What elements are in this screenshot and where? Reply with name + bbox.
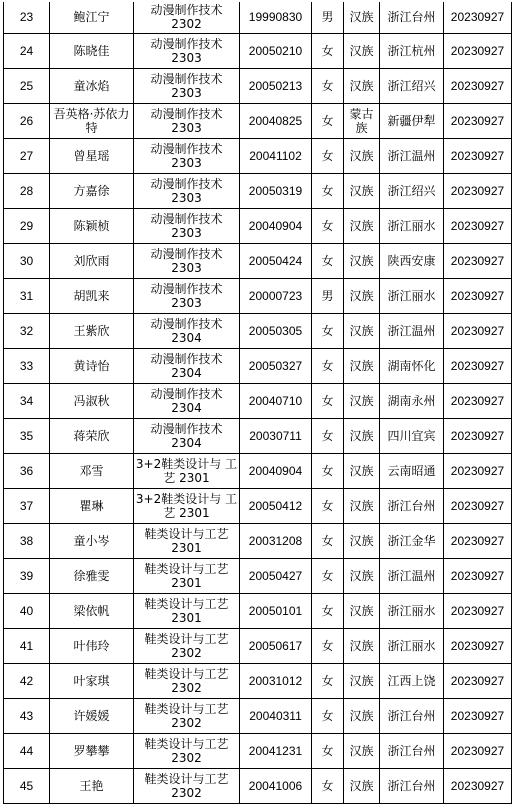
page-top-edge <box>0 0 514 2</box>
ethnicity-cell: 汉族 <box>344 699 380 734</box>
table-row <box>4 629 512 664</box>
student-name-cell: 陈晓佳 <box>50 34 134 69</box>
student-name-cell: 蒋荣欣 <box>50 419 134 454</box>
registration-date-cell: 20230927 <box>444 769 512 804</box>
row-number-cell: 33 <box>4 349 50 384</box>
gender-cell: 女 <box>312 734 344 769</box>
origin-place-cell: 湖南永州 <box>380 384 444 419</box>
registration-date-cell: 20230927 <box>444 69 512 104</box>
gender-cell: 女 <box>312 594 344 629</box>
student-name-cell: 徐雅雯 <box>50 559 134 594</box>
origin-place-cell: 浙江丽水 <box>380 629 444 664</box>
table-row <box>4 594 512 629</box>
table-row <box>4 279 512 314</box>
class-name-cell: 动漫制作技术 2302 <box>134 1 240 34</box>
origin-place-cell: 浙江台州 <box>380 769 444 804</box>
gender-cell: 女 <box>312 314 344 349</box>
registration-date-cell: 20230927 <box>444 244 512 279</box>
birth-date-cell: 20030711 <box>240 419 312 454</box>
origin-place-cell: 湖南怀化 <box>380 349 444 384</box>
registration-date-cell: 20230927 <box>444 1 512 34</box>
table-row <box>4 34 512 69</box>
origin-place-cell: 浙江台州 <box>380 1 444 34</box>
origin-place-cell: 云南昭通 <box>380 454 444 489</box>
row-number-cell: 32 <box>4 314 50 349</box>
class-name-cell: 动漫制作技术 2304 <box>134 314 240 349</box>
registration-date-cell: 20230927 <box>444 664 512 699</box>
birth-date-cell: 20041006 <box>240 769 312 804</box>
gender-cell: 女 <box>312 104 344 139</box>
birth-date-cell: 20040311 <box>240 699 312 734</box>
registration-date-cell: 20230927 <box>444 34 512 69</box>
origin-place-cell: 浙江温州 <box>380 559 444 594</box>
origin-place-cell: 浙江丽水 <box>380 209 444 244</box>
registration-date-cell: 20230927 <box>444 524 512 559</box>
gender-cell: 女 <box>312 454 344 489</box>
table-row <box>4 559 512 594</box>
ethnicity-cell: 汉族 <box>344 139 380 174</box>
table-row <box>4 174 512 209</box>
registration-date-cell: 20230927 <box>444 699 512 734</box>
birth-date-cell: 20050210 <box>240 34 312 69</box>
registration-date-cell: 20230927 <box>444 279 512 314</box>
table-row <box>4 69 512 104</box>
student-name-cell: 梁依帆 <box>50 594 134 629</box>
gender-cell: 女 <box>312 769 344 804</box>
registration-date-cell: 20230927 <box>444 629 512 664</box>
class-name-cell: 动漫制作技术 2303 <box>134 34 240 69</box>
row-number-cell: 29 <box>4 209 50 244</box>
student-name-cell: 方嘉徐 <box>50 174 134 209</box>
row-number-cell: 28 <box>4 174 50 209</box>
table-row <box>4 209 512 244</box>
student-name-cell: 许媛媛 <box>50 699 134 734</box>
row-number-cell: 26 <box>4 104 50 139</box>
registration-date-cell: 20230927 <box>444 314 512 349</box>
ethnicity-cell: 汉族 <box>344 664 380 699</box>
gender-cell: 女 <box>312 349 344 384</box>
row-number-cell: 42 <box>4 664 50 699</box>
class-name-cell: 动漫制作技术 2303 <box>134 209 240 244</box>
ethnicity-cell: 汉族 <box>344 559 380 594</box>
registration-date-cell: 20230927 <box>444 454 512 489</box>
registration-date-cell: 20230927 <box>444 209 512 244</box>
row-number-cell: 44 <box>4 734 50 769</box>
table-row <box>4 384 512 419</box>
student-name-cell: 曾星瑶 <box>50 139 134 174</box>
origin-place-cell: 浙江温州 <box>380 139 444 174</box>
ethnicity-cell: 汉族 <box>344 244 380 279</box>
birth-date-cell: 20040710 <box>240 384 312 419</box>
row-number-cell: 30 <box>4 244 50 279</box>
class-name-cell: 3+2鞋类设计与 工艺 2301 <box>134 454 240 489</box>
ethnicity-cell: 汉族 <box>344 629 380 664</box>
row-number-cell: 34 <box>4 384 50 419</box>
student-name-cell: 邓雪 <box>50 454 134 489</box>
student-name-cell: 叶家琪 <box>50 664 134 699</box>
row-number-cell: 35 <box>4 419 50 454</box>
student-name-cell: 叶伟玲 <box>50 629 134 664</box>
student-name-cell: 黄诗怡 <box>50 349 134 384</box>
origin-place-cell: 浙江台州 <box>380 699 444 734</box>
registration-date-cell: 20230927 <box>444 419 512 454</box>
birth-date-cell: 19990830 <box>240 1 312 34</box>
student-roster-table <box>3 0 512 804</box>
class-name-cell: 动漫制作技术 2303 <box>134 139 240 174</box>
origin-place-cell: 浙江绍兴 <box>380 174 444 209</box>
birth-date-cell: 20050427 <box>240 559 312 594</box>
row-number-cell: 37 <box>4 489 50 524</box>
birth-date-cell: 20031012 <box>240 664 312 699</box>
origin-place-cell: 浙江丽水 <box>380 279 444 314</box>
birth-date-cell: 20040825 <box>240 104 312 139</box>
student-name-cell: 王紫欣 <box>50 314 134 349</box>
row-number-cell: 31 <box>4 279 50 314</box>
class-name-cell: 3+2鞋类设计与 工艺 2301 <box>134 489 240 524</box>
gender-cell: 女 <box>312 664 344 699</box>
table-row <box>4 769 512 804</box>
row-number-cell: 38 <box>4 524 50 559</box>
class-name-cell: 动漫制作技术 2303 <box>134 244 240 279</box>
origin-place-cell: 陕西安康 <box>380 244 444 279</box>
class-name-cell: 鞋类设计与工艺 2302 <box>134 629 240 664</box>
class-name-cell: 鞋类设计与工艺 2301 <box>134 559 240 594</box>
registration-date-cell: 20230927 <box>444 174 512 209</box>
origin-place-cell: 浙江丽水 <box>380 594 444 629</box>
origin-place-cell: 江西上饶 <box>380 664 444 699</box>
roster-body <box>4 1 512 804</box>
gender-cell: 女 <box>312 489 344 524</box>
registration-date-cell: 20230927 <box>444 734 512 769</box>
table-row <box>4 454 512 489</box>
class-name-cell: 动漫制作技术 2304 <box>134 419 240 454</box>
student-name-cell: 鲍江宁 <box>50 1 134 34</box>
class-name-cell: 动漫制作技术 2303 <box>134 104 240 139</box>
student-name-cell: 胡凯来 <box>50 279 134 314</box>
gender-cell: 女 <box>312 244 344 279</box>
table-row <box>4 419 512 454</box>
birth-date-cell: 20041102 <box>240 139 312 174</box>
row-number-cell: 40 <box>4 594 50 629</box>
ethnicity-cell: 汉族 <box>344 489 380 524</box>
class-name-cell: 动漫制作技术 2303 <box>134 174 240 209</box>
class-name-cell: 鞋类设计与工艺 2302 <box>134 734 240 769</box>
registration-date-cell: 20230927 <box>444 489 512 524</box>
class-name-cell: 鞋类设计与工艺 2301 <box>134 524 240 559</box>
birth-date-cell: 20050305 <box>240 314 312 349</box>
class-name-cell: 动漫制作技术 2304 <box>134 384 240 419</box>
birth-date-cell: 20050617 <box>240 629 312 664</box>
table-row <box>4 489 512 524</box>
ethnicity-cell: 汉族 <box>344 594 380 629</box>
student-name-cell: 童冰焰 <box>50 69 134 104</box>
ethnicity-cell: 汉族 <box>344 1 380 34</box>
birth-date-cell: 20050412 <box>240 489 312 524</box>
class-name-cell: 动漫制作技术 2303 <box>134 69 240 104</box>
table-row <box>4 244 512 279</box>
table-row <box>4 664 512 699</box>
gender-cell: 女 <box>312 419 344 454</box>
table-row <box>4 699 512 734</box>
row-number-cell: 27 <box>4 139 50 174</box>
ethnicity-cell: 汉族 <box>344 314 380 349</box>
row-number-cell: 41 <box>4 629 50 664</box>
origin-place-cell: 浙江台州 <box>380 489 444 524</box>
gender-cell: 女 <box>312 524 344 559</box>
table-row <box>4 734 512 769</box>
class-name-cell: 动漫制作技术 2304 <box>134 349 240 384</box>
student-name-cell: 童小岑 <box>50 524 134 559</box>
ethnicity-cell: 汉族 <box>344 69 380 104</box>
gender-cell: 女 <box>312 699 344 734</box>
gender-cell: 女 <box>312 384 344 419</box>
registration-date-cell: 20230927 <box>444 594 512 629</box>
gender-cell: 女 <box>312 69 344 104</box>
origin-place-cell: 浙江金华 <box>380 524 444 559</box>
origin-place-cell: 浙江台州 <box>380 734 444 769</box>
birth-date-cell: 20031208 <box>240 524 312 559</box>
ethnicity-cell: 汉族 <box>344 209 380 244</box>
registration-date-cell: 20230927 <box>444 559 512 594</box>
birth-date-cell: 20050424 <box>240 244 312 279</box>
birth-date-cell: 20050327 <box>240 349 312 384</box>
ethnicity-cell: 汉族 <box>344 524 380 559</box>
class-name-cell: 鞋类设计与工艺 2302 <box>134 699 240 734</box>
birth-date-cell: 20041231 <box>240 734 312 769</box>
ethnicity-cell: 汉族 <box>344 279 380 314</box>
student-name-cell: 瞿琳 <box>50 489 134 524</box>
ethnicity-cell: 汉族 <box>344 174 380 209</box>
birth-date-cell: 20050213 <box>240 69 312 104</box>
table-row <box>4 1 512 34</box>
origin-place-cell: 新疆伊犁 <box>380 104 444 139</box>
origin-place-cell: 浙江温州 <box>380 314 444 349</box>
gender-cell: 女 <box>312 34 344 69</box>
registration-date-cell: 20230927 <box>444 384 512 419</box>
row-number-cell: 23 <box>4 1 50 34</box>
origin-place-cell: 四川宜宾 <box>380 419 444 454</box>
ethnicity-cell: 汉族 <box>344 34 380 69</box>
table-row <box>4 314 512 349</box>
row-number-cell: 25 <box>4 69 50 104</box>
table-row <box>4 104 512 139</box>
row-number-cell: 43 <box>4 699 50 734</box>
student-name-cell: 罗攀攀 <box>50 734 134 769</box>
class-name-cell: 鞋类设计与工艺 2301 <box>134 594 240 629</box>
table-row <box>4 349 512 384</box>
gender-cell: 女 <box>312 629 344 664</box>
birth-date-cell: 20050101 <box>240 594 312 629</box>
student-name-cell: 刘欣雨 <box>50 244 134 279</box>
student-name-cell: 冯淑秋 <box>50 384 134 419</box>
registration-date-cell: 20230927 <box>444 349 512 384</box>
row-number-cell: 45 <box>4 769 50 804</box>
student-name-cell: 吾英格·苏依力特 <box>50 104 134 139</box>
birth-date-cell: 20040904 <box>240 454 312 489</box>
gender-cell: 男 <box>312 279 344 314</box>
ethnicity-cell: 汉族 <box>344 769 380 804</box>
origin-place-cell: 浙江杭州 <box>380 34 444 69</box>
ethnicity-cell: 汉族 <box>344 419 380 454</box>
registration-date-cell: 20230927 <box>444 104 512 139</box>
table-row <box>4 139 512 174</box>
gender-cell: 男 <box>312 1 344 34</box>
ethnicity-cell: 汉族 <box>344 349 380 384</box>
row-number-cell: 39 <box>4 559 50 594</box>
ethnicity-cell: 蒙古族 <box>344 104 380 139</box>
class-name-cell: 鞋类设计与工艺 2302 <box>134 769 240 804</box>
ethnicity-cell: 汉族 <box>344 734 380 769</box>
ethnicity-cell: 汉族 <box>344 454 380 489</box>
gender-cell: 女 <box>312 559 344 594</box>
birth-date-cell: 20050319 <box>240 174 312 209</box>
row-number-cell: 24 <box>4 34 50 69</box>
gender-cell: 女 <box>312 139 344 174</box>
registration-date-cell: 20230927 <box>444 139 512 174</box>
student-name-cell: 陈颖桢 <box>50 209 134 244</box>
birth-date-cell: 20040904 <box>240 209 312 244</box>
gender-cell: 女 <box>312 209 344 244</box>
table-row <box>4 524 512 559</box>
ethnicity-cell: 汉族 <box>344 384 380 419</box>
origin-place-cell: 浙江绍兴 <box>380 69 444 104</box>
birth-date-cell: 20000723 <box>240 279 312 314</box>
row-number-cell: 36 <box>4 454 50 489</box>
class-name-cell: 动漫制作技术 2303 <box>134 279 240 314</box>
gender-cell: 女 <box>312 174 344 209</box>
class-name-cell: 鞋类设计与工艺 2302 <box>134 664 240 699</box>
student-name-cell: 王艳 <box>50 769 134 804</box>
